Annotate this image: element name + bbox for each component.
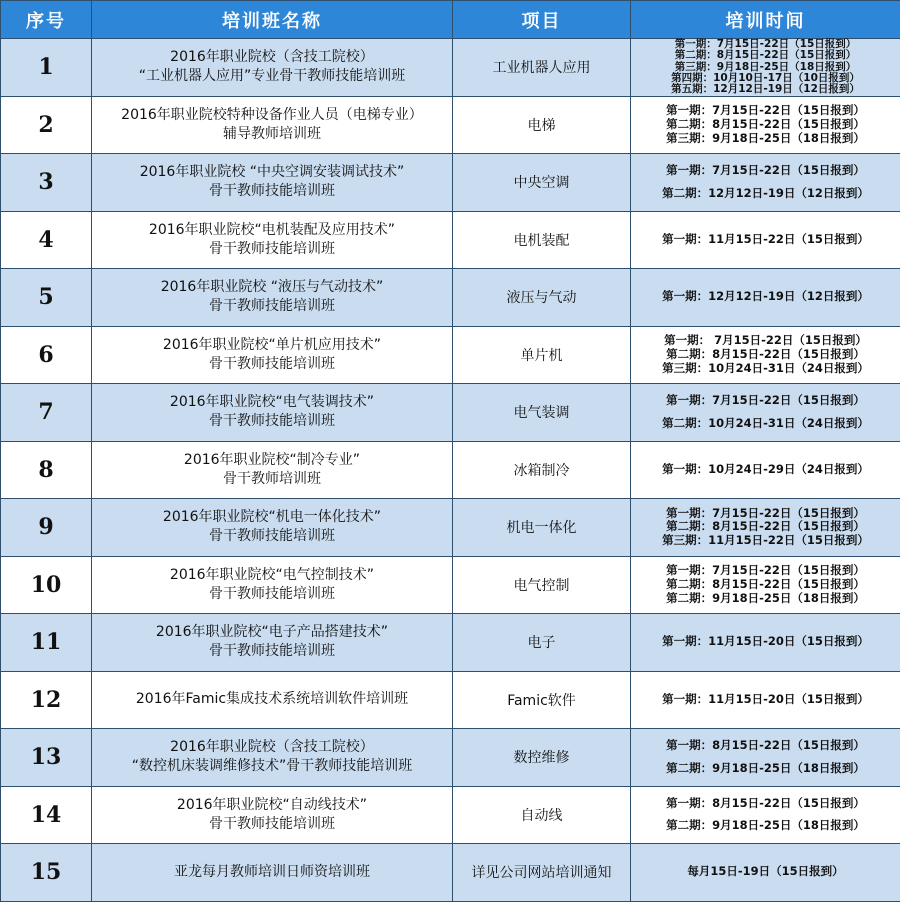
table-row: [1, 844, 900, 902]
header-project: 项目: [453, 1, 631, 39]
project: 电子: [453, 614, 631, 672]
serial-number: 9: [1, 499, 92, 557]
course-name: 2016年职业院校“单片机应用技术” 骨干教师技能培训班: [92, 326, 453, 384]
project: 单片机: [453, 326, 631, 384]
project: 电气装调: [453, 384, 631, 442]
serial-number: 14: [1, 786, 92, 844]
course-name: 2016年职业院校 “中央空调安装调试技术” 骨干教师技能培训班: [92, 154, 453, 212]
table-row: [1, 441, 900, 499]
training-time: 第一期：7月15日-22日（15日报到） 第二期：8月15日-22日（15日报到） 第三期：11月15日-22日（15日报到）: [631, 499, 900, 557]
project: 中央空调: [453, 154, 631, 212]
table-row: [1, 154, 900, 212]
training-time: 第一期：11月15日-20日（15日报到）: [631, 671, 900, 729]
training-time: 第一期：10月24日-29日（24日报到）: [631, 441, 900, 499]
table-row: [1, 96, 900, 154]
header-serial-number: 序号: [1, 1, 92, 39]
table-row: [1, 39, 900, 97]
table-row: [1, 614, 900, 672]
course-name: 2016年职业院校（含技工院校） “数控机床装调维修技术”骨干教师技能培训班: [92, 729, 453, 787]
project: 液压与气动: [453, 269, 631, 327]
course-name: 2016年职业院校“电气装调技术” 骨干教师技能培训班: [92, 384, 453, 442]
serial-number: 5: [1, 269, 92, 327]
table-row: [1, 326, 900, 384]
training-time: 第一期：7月15日-22日（15日报到） 第二期：12月12日-19日（12日报到）: [631, 154, 900, 212]
serial-number: 8: [1, 441, 92, 499]
project: 电气控制: [453, 556, 631, 614]
serial-number: 10: [1, 556, 92, 614]
course-name: 2016年职业院校 “液压与气动技术” 骨干教师技能培训班: [92, 269, 453, 327]
project: 电机装配: [453, 211, 631, 269]
table-row: [1, 384, 900, 442]
training-time: 第一期：12月12日-19日（12日报到）: [631, 269, 900, 327]
serial-number: 6: [1, 326, 92, 384]
course-name: 亚龙每月教师培训日师资培训班: [92, 844, 453, 902]
project: 详见公司网站培训通知: [453, 844, 631, 902]
training-time: 第一期：7月15日-22日（15日报到） 第二期：8月15日-22日（15日报到） 第三期：9月18日-25日（18日报到） 第四期：10月10日-17日（10日报到） 第五期：12月12日-19日（12日报到）: [631, 39, 900, 97]
project: Famic软件: [453, 671, 631, 729]
serial-number: 4: [1, 211, 92, 269]
course-name: 2016年Famic集成技术系统培训软件培训班: [92, 671, 453, 729]
course-name: 2016年职业院校“电气控制技术” 骨干教师技能培训班: [92, 556, 453, 614]
header-row: [1, 1, 900, 39]
course-name: 2016年职业院校“电机装配及应用技术” 骨干教师技能培训班: [92, 211, 453, 269]
table-row: [1, 729, 900, 787]
course-name: 2016年职业院校“电子产品搭建技术” 骨干教师技能培训班: [92, 614, 453, 672]
table-row: [1, 211, 900, 269]
serial-number: 3: [1, 154, 92, 212]
serial-number: 13: [1, 729, 92, 787]
serial-number: 1: [1, 39, 92, 97]
table-row: [1, 786, 900, 844]
training-time: 每月15日-19日（15日报到）: [631, 844, 900, 902]
project: 自动线: [453, 786, 631, 844]
course-name: 2016年职业院校（含技工院校） “工业机器人应用”专业骨干教师技能培训班: [92, 39, 453, 97]
header-course-name: 培训班名称: [92, 1, 453, 39]
course-name: 2016年职业院校特种设备作业人员（电梯专业） 辅导教师培训班: [92, 96, 453, 154]
project: 电梯: [453, 96, 631, 154]
project: 机电一体化: [453, 499, 631, 557]
table-row: [1, 499, 900, 557]
header-training-time: 培训时间: [631, 1, 900, 39]
training-time: 第一期： 7月15日-22日（15日报到） 第二期：8月15日-22日（15日报到） 第三期：10月24日-31日（24日报到）: [631, 326, 900, 384]
training-time: 第一期：11月15日-22日（15日报到）: [631, 211, 900, 269]
serial-number: 15: [1, 844, 92, 902]
project: 冰箱制冷: [453, 441, 631, 499]
training-time: 第一期：7月15日-22日（15日报到） 第二期：10月24日-31日（24日报到）: [631, 384, 900, 442]
training-time: 第一期：7月15日-22日（15日报到） 第二期：8月15日-22日（15日报到） 第二期：9月18日-25日（18日报到）: [631, 556, 900, 614]
table-row: [1, 556, 900, 614]
course-name: 2016年职业院校“机电一体化技术” 骨干教师技能培训班: [92, 499, 453, 557]
course-name: 2016年职业院校“制冷专业” 骨干教师培训班: [92, 441, 453, 499]
training-time: 第一期：8月15日-22日（15日报到） 第二期：9月18日-25日（18日报到）: [631, 729, 900, 787]
serial-number: 11: [1, 614, 92, 672]
project: 工业机器人应用: [453, 39, 631, 97]
serial-number: 7: [1, 384, 92, 442]
course-name: 2016年职业院校“自动线技术” 骨干教师技能培训班: [92, 786, 453, 844]
serial-number: 2: [1, 96, 92, 154]
project: 数控维修: [453, 729, 631, 787]
table-row: [1, 671, 900, 729]
table-row: [1, 269, 900, 327]
serial-number: 12: [1, 671, 92, 729]
training-time: 第一期：11月15日-20日（15日报到）: [631, 614, 900, 672]
training-time: 第一期：7月15日-22日（15日报到） 第二期：8月15日-22日（15日报到） 第三期：9月18日-25日（18日报到）: [631, 96, 900, 154]
training-time: 第一期：8月15日-22日（15日报到） 第二期：9月18日-25日（18日报到）: [631, 786, 900, 844]
